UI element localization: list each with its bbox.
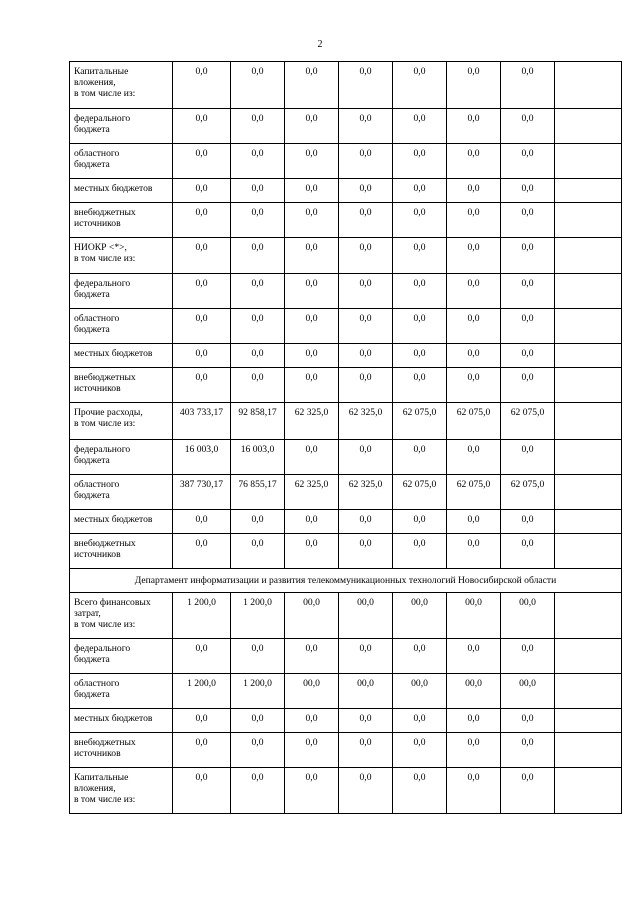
row-label: внебюджетных источников — [70, 368, 173, 403]
value-cell: 0,0 — [285, 109, 339, 144]
empty-cell — [555, 639, 622, 674]
value-cell: 0,0 — [173, 510, 231, 534]
value-cell: 0,0 — [173, 274, 231, 309]
value-cell: 0,0 — [447, 309, 501, 344]
value-cell: 0,0 — [339, 733, 393, 768]
table-row — [70, 709, 622, 733]
value-cell: 0,0 — [447, 510, 501, 534]
value-cell: 16 003,0 — [231, 440, 285, 475]
empty-cell — [555, 238, 622, 274]
value-cell: 0,0 — [339, 203, 393, 238]
value-cell: 0,0 — [393, 144, 447, 179]
value-cell: 00,0 — [339, 674, 393, 709]
value-cell: 0,0 — [285, 309, 339, 344]
value-cell: 0,0 — [339, 709, 393, 733]
empty-cell — [555, 709, 622, 733]
value-cell: 0,0 — [501, 203, 555, 238]
empty-cell — [555, 109, 622, 144]
row-label: федерального бюджета — [70, 639, 173, 674]
empty-cell — [555, 179, 622, 203]
value-cell: 0,0 — [447, 203, 501, 238]
empty-cell — [555, 144, 622, 179]
value-cell: 62 325,0 — [285, 475, 339, 510]
table-row — [70, 733, 622, 768]
empty-cell — [555, 510, 622, 534]
value-cell: 0,0 — [501, 510, 555, 534]
value-cell: 0,0 — [231, 179, 285, 203]
value-cell: 0,0 — [173, 709, 231, 733]
row-label: областного бюджета — [70, 674, 173, 709]
value-cell: 62 075,0 — [393, 403, 447, 440]
empty-cell — [555, 274, 622, 309]
value-cell: 0,0 — [393, 639, 447, 674]
value-cell: 0,0 — [285, 534, 339, 569]
row-label: федерального бюджета — [70, 440, 173, 475]
table-row — [70, 674, 622, 709]
value-cell: 00,0 — [285, 674, 339, 709]
value-cell: 0,0 — [231, 238, 285, 274]
value-cell: 0,0 — [393, 534, 447, 569]
value-cell: 0,0 — [447, 733, 501, 768]
table-row — [70, 593, 622, 639]
value-cell: 0,0 — [285, 179, 339, 203]
value-cell: 0,0 — [231, 368, 285, 403]
value-cell: 0,0 — [501, 344, 555, 368]
value-cell: 62 325,0 — [285, 403, 339, 440]
value-cell: 0,0 — [285, 203, 339, 238]
value-cell: 0,0 — [447, 144, 501, 179]
table-row — [70, 109, 622, 144]
value-cell: 0,0 — [447, 62, 501, 109]
row-label: Прочие расходы, в том числе из: — [70, 403, 173, 440]
table-row — [70, 639, 622, 674]
value-cell: 0,0 — [447, 534, 501, 569]
value-cell: 0,0 — [501, 440, 555, 475]
value-cell: 0,0 — [339, 344, 393, 368]
value-cell: 0,0 — [393, 733, 447, 768]
value-cell: 0,0 — [285, 440, 339, 475]
value-cell: 0,0 — [339, 62, 393, 109]
value-cell: 0,0 — [393, 109, 447, 144]
table-row — [70, 62, 622, 109]
empty-cell — [555, 344, 622, 368]
value-cell: 00,0 — [339, 593, 393, 639]
table-row — [70, 534, 622, 569]
empty-cell — [555, 475, 622, 510]
empty-cell — [555, 534, 622, 569]
value-cell: 0,0 — [501, 179, 555, 203]
value-cell: 0,0 — [339, 510, 393, 534]
table-row — [70, 368, 622, 403]
value-cell: 0,0 — [173, 768, 231, 814]
table-row — [70, 510, 622, 534]
value-cell: 0,0 — [231, 534, 285, 569]
table-row — [70, 475, 622, 510]
value-cell: 16 003,0 — [173, 440, 231, 475]
value-cell: 0,0 — [231, 709, 285, 733]
value-cell: 1 200,0 — [231, 674, 285, 709]
value-cell: 0,0 — [393, 274, 447, 309]
value-cell: 0,0 — [501, 238, 555, 274]
value-cell: 62 325,0 — [339, 475, 393, 510]
value-cell: 0,0 — [447, 368, 501, 403]
empty-cell — [555, 593, 622, 639]
value-cell: 0,0 — [501, 368, 555, 403]
value-cell: 00,0 — [393, 593, 447, 639]
value-cell: 62 075,0 — [501, 475, 555, 510]
value-cell: 0,0 — [393, 238, 447, 274]
value-cell: 0,0 — [447, 440, 501, 475]
empty-cell — [555, 62, 622, 109]
value-cell: 0,0 — [285, 768, 339, 814]
row-label: федерального бюджета — [70, 109, 173, 144]
table-row — [70, 238, 622, 274]
value-cell: 0,0 — [501, 768, 555, 814]
value-cell: 0,0 — [231, 274, 285, 309]
value-cell: 0,0 — [231, 109, 285, 144]
value-cell: 0,0 — [339, 309, 393, 344]
value-cell: 1 200,0 — [173, 593, 231, 639]
row-label: внебюджетных источников — [70, 203, 173, 238]
value-cell: 00,0 — [285, 593, 339, 639]
value-cell: 0,0 — [231, 62, 285, 109]
value-cell: 0,0 — [231, 309, 285, 344]
table-row — [70, 309, 622, 344]
value-cell: 0,0 — [173, 62, 231, 109]
value-cell: 0,0 — [393, 203, 447, 238]
value-cell: 0,0 — [501, 309, 555, 344]
value-cell: 0,0 — [231, 344, 285, 368]
value-cell: 0,0 — [339, 274, 393, 309]
value-cell: 0,0 — [447, 709, 501, 733]
empty-cell — [555, 403, 622, 440]
value-cell: 0,0 — [285, 238, 339, 274]
row-label: областного бюджета — [70, 475, 173, 510]
row-label: внебюджетных источников — [70, 733, 173, 768]
value-cell: 387 730,17 — [173, 475, 231, 510]
empty-cell — [555, 733, 622, 768]
row-label: внебюджетных источников — [70, 534, 173, 569]
value-cell: 0,0 — [285, 144, 339, 179]
value-cell: 62 325,0 — [339, 403, 393, 440]
section-header: Департамент информатизации и развития телекоммуникационных технологий Новосибирской области — [70, 569, 622, 593]
value-cell: 76 855,17 — [231, 475, 285, 510]
table-section-row — [70, 569, 622, 593]
row-label: местных бюджетов — [70, 709, 173, 733]
value-cell: 0,0 — [393, 309, 447, 344]
value-cell: 0,0 — [285, 62, 339, 109]
financing-table — [69, 61, 622, 814]
row-label: Капитальные вложения, в том числе из: — [70, 62, 173, 109]
value-cell: 0,0 — [173, 344, 231, 368]
empty-cell — [555, 368, 622, 403]
value-cell: 0,0 — [339, 368, 393, 403]
value-cell: 0,0 — [285, 368, 339, 403]
value-cell: 0,0 — [501, 109, 555, 144]
value-cell: 0,0 — [501, 534, 555, 569]
value-cell: 0,0 — [173, 179, 231, 203]
value-cell: 0,0 — [447, 639, 501, 674]
value-cell: 0,0 — [501, 62, 555, 109]
value-cell: 0,0 — [173, 203, 231, 238]
value-cell: 0,0 — [339, 144, 393, 179]
value-cell: 0,0 — [501, 709, 555, 733]
value-cell: 0,0 — [173, 368, 231, 403]
value-cell: 0,0 — [393, 179, 447, 203]
value-cell: 0,0 — [393, 62, 447, 109]
value-cell: 0,0 — [393, 709, 447, 733]
row-label: областного бюджета — [70, 144, 173, 179]
value-cell: 1 200,0 — [231, 593, 285, 639]
value-cell: 0,0 — [447, 238, 501, 274]
table-row — [70, 179, 622, 203]
value-cell: 0,0 — [339, 768, 393, 814]
value-cell: 0,0 — [231, 733, 285, 768]
value-cell: 0,0 — [339, 534, 393, 569]
row-label: Всего финансовых затрат, в том числе из: — [70, 593, 173, 639]
value-cell: 0,0 — [447, 109, 501, 144]
value-cell: 0,0 — [173, 639, 231, 674]
empty-cell — [555, 674, 622, 709]
value-cell: 00,0 — [447, 593, 501, 639]
value-cell: 0,0 — [393, 440, 447, 475]
value-cell: 92 858,17 — [231, 403, 285, 440]
value-cell: 00,0 — [501, 593, 555, 639]
empty-cell — [555, 768, 622, 814]
value-cell: 1 200,0 — [173, 674, 231, 709]
value-cell: 0,0 — [231, 639, 285, 674]
value-cell: 0,0 — [231, 203, 285, 238]
row-label: местных бюджетов — [70, 179, 173, 203]
value-cell: 0,0 — [339, 238, 393, 274]
value-cell: 62 075,0 — [501, 403, 555, 440]
value-cell: 0,0 — [501, 274, 555, 309]
value-cell: 0,0 — [339, 639, 393, 674]
value-cell: 0,0 — [501, 144, 555, 179]
value-cell: 00,0 — [501, 674, 555, 709]
value-cell: 62 075,0 — [447, 403, 501, 440]
value-cell: 0,0 — [173, 238, 231, 274]
row-label: федерального бюджета — [70, 274, 173, 309]
value-cell: 00,0 — [447, 674, 501, 709]
value-cell: 0,0 — [285, 510, 339, 534]
value-cell: 0,0 — [339, 109, 393, 144]
empty-cell — [555, 309, 622, 344]
value-cell: 0,0 — [173, 144, 231, 179]
table-row — [70, 768, 622, 814]
empty-cell — [555, 440, 622, 475]
row-label: Капитальные вложения, в том числе из: — [70, 768, 173, 814]
empty-cell — [555, 203, 622, 238]
row-label: местных бюджетов — [70, 344, 173, 368]
table-row — [70, 403, 622, 440]
value-cell: 62 075,0 — [393, 475, 447, 510]
table-body-top — [70, 62, 622, 569]
table-row — [70, 344, 622, 368]
table-body-bottom — [70, 593, 622, 814]
value-cell: 0,0 — [285, 709, 339, 733]
value-cell: 0,0 — [231, 510, 285, 534]
value-cell: 00,0 — [393, 674, 447, 709]
value-cell: 0,0 — [447, 768, 501, 814]
value-cell: 0,0 — [447, 274, 501, 309]
row-label: НИОКР <*>, в том числе из: — [70, 238, 173, 274]
value-cell: 0,0 — [447, 179, 501, 203]
value-cell: 0,0 — [447, 344, 501, 368]
value-cell: 0,0 — [173, 309, 231, 344]
value-cell: 0,0 — [339, 440, 393, 475]
value-cell: 0,0 — [393, 344, 447, 368]
page-number: 2 — [317, 39, 323, 50]
value-cell: 0,0 — [393, 368, 447, 403]
value-cell: 0,0 — [393, 768, 447, 814]
value-cell: 0,0 — [231, 144, 285, 179]
value-cell: 0,0 — [393, 510, 447, 534]
value-cell: 0,0 — [285, 639, 339, 674]
value-cell: 0,0 — [285, 274, 339, 309]
value-cell: 0,0 — [173, 733, 231, 768]
value-cell: 0,0 — [173, 534, 231, 569]
value-cell: 0,0 — [231, 768, 285, 814]
value-cell: 0,0 — [173, 109, 231, 144]
value-cell: 403 733,17 — [173, 403, 231, 440]
row-label: областного бюджета — [70, 309, 173, 344]
value-cell: 0,0 — [285, 344, 339, 368]
value-cell: 62 075,0 — [447, 475, 501, 510]
value-cell: 0,0 — [501, 639, 555, 674]
table-row — [70, 440, 622, 475]
table-row — [70, 274, 622, 309]
table-row — [70, 203, 622, 238]
value-cell: 0,0 — [285, 733, 339, 768]
value-cell: 0,0 — [501, 733, 555, 768]
section-header-row — [70, 569, 622, 593]
value-cell: 0,0 — [339, 179, 393, 203]
table-row — [70, 144, 622, 179]
row-label: местных бюджетов — [70, 510, 173, 534]
